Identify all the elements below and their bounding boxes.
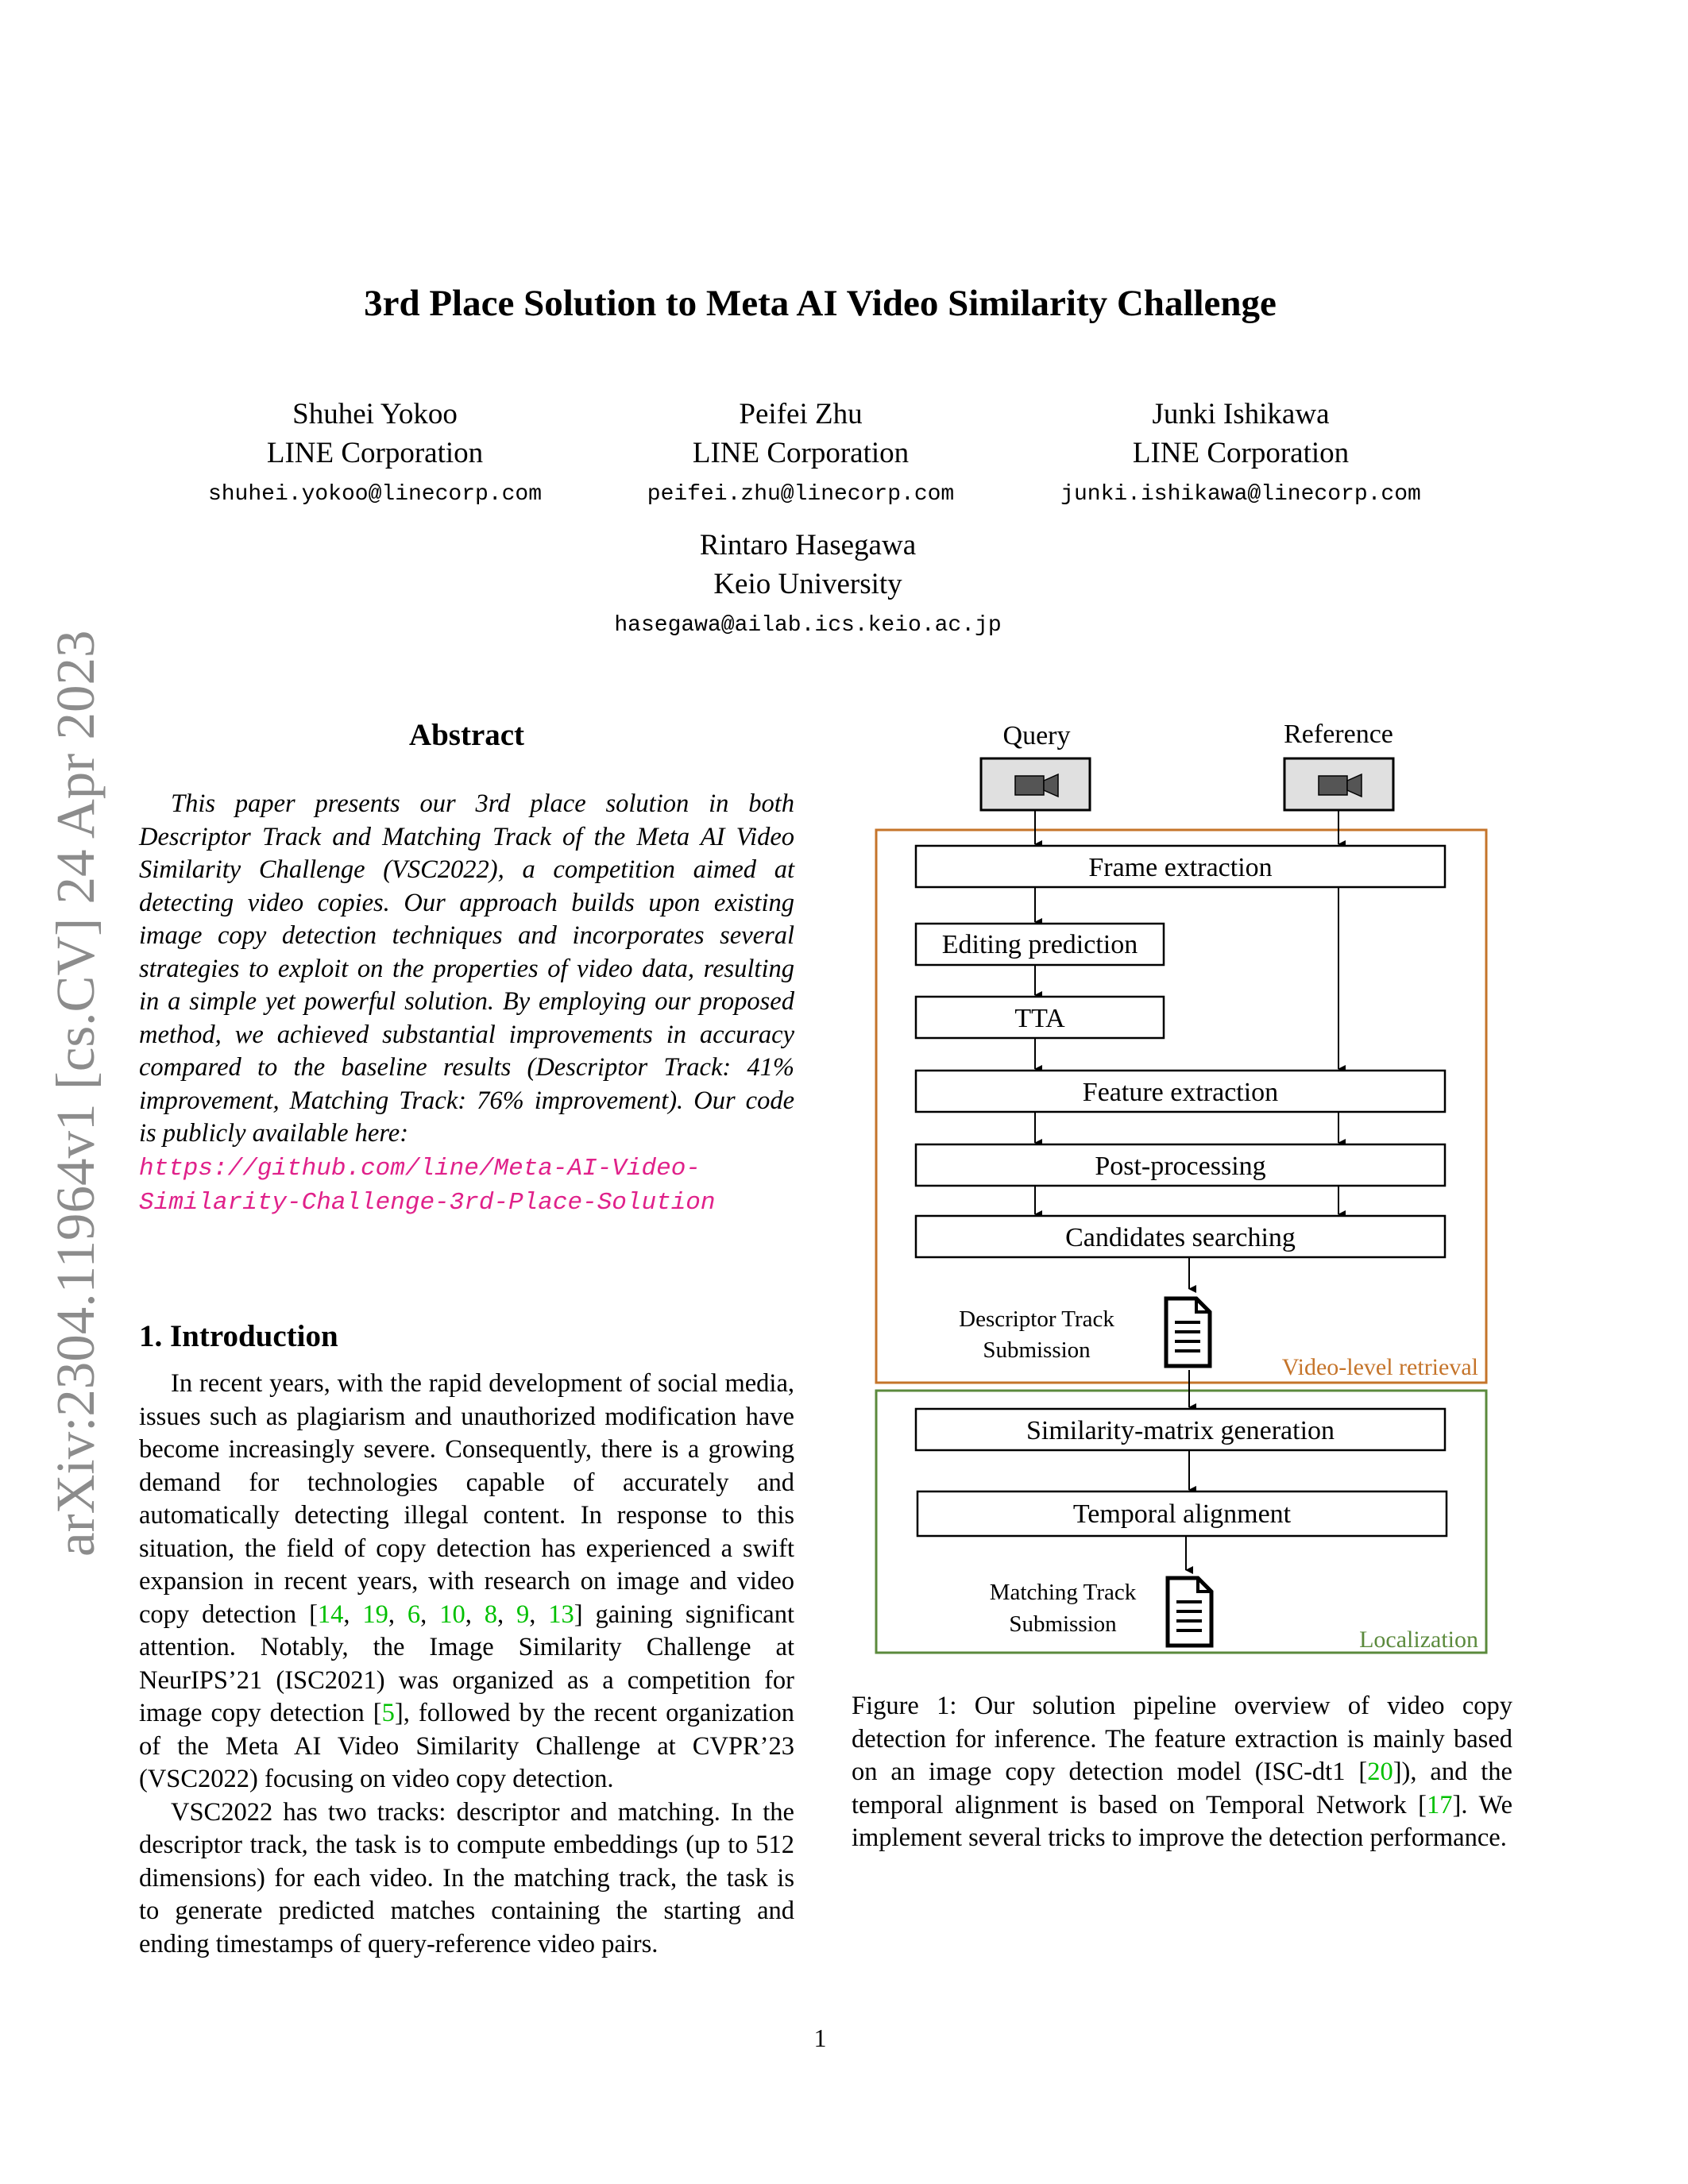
query-video-icon — [981, 758, 1090, 810]
author-email[interactable]: junki.ishikawa@linecorp.com — [1060, 482, 1421, 507]
author-affiliation: LINE Corporation — [1132, 437, 1350, 469]
feature-extraction-text: Feature extraction — [1082, 1078, 1279, 1107]
citation[interactable]: 13 — [548, 1599, 574, 1629]
abstract-heading: Abstract — [408, 718, 525, 752]
author-block — [1082, 395, 1400, 473]
author-email[interactable]: peifei.zhu@linecorp.com — [647, 482, 955, 507]
citation[interactable]: 14 — [317, 1599, 344, 1629]
paper-title: 3rd Place Solution to Meta AI Video Similarity Challenge — [364, 283, 1277, 324]
video-level-retrieval-label: Video-level retrieval — [1281, 1354, 1478, 1380]
pipeline-figure — [862, 711, 1497, 1656]
citation[interactable]: 20 — [1367, 1758, 1393, 1786]
intro-paragraph-2: VSC2022 has two tracks: descriptor and matching. In the descriptor track, the task is to compute embeddings (up to 512 dimensions) for each video. In the matching track, the task is to generate predicted matches containing the starting and ending timestamps of query-reference video pairs. — [139, 1797, 794, 1958]
candidates-searching-text: Candidates searching — [1065, 1223, 1296, 1252]
author-affiliation: LINE Corporation — [266, 437, 484, 469]
code-link-cont[interactable]: Similarity-Challenge-3rd-Place-Solution — [139, 1189, 716, 1217]
author-name: Peifei Zhu — [739, 398, 863, 430]
author-block — [642, 395, 960, 473]
matching-submission-line1: Matching Track — [989, 1580, 1137, 1605]
similarity-matrix-text: Similarity-matrix generation — [1026, 1416, 1335, 1445]
temporal-alignment-text: Temporal alignment — [1072, 1499, 1292, 1529]
page-number: 1 — [813, 2024, 827, 2052]
author-affiliation: Keio University — [713, 568, 902, 600]
matching-submission-line2: Submission — [1009, 1611, 1117, 1637]
descriptor-document-icon — [1166, 1298, 1210, 1366]
post-processing-text: Post-processing — [1095, 1152, 1266, 1181]
citation[interactable]: 6 — [407, 1599, 421, 1629]
citation[interactable]: 19 — [362, 1599, 388, 1629]
citation[interactable]: 9 — [516, 1599, 530, 1629]
localization-label: Localization — [1359, 1626, 1478, 1653]
author-email[interactable]: shuhei.yokoo@linecorp.com — [207, 482, 543, 507]
author-block — [216, 395, 534, 473]
reference-label: Reference — [1284, 720, 1393, 749]
citation[interactable]: 5 — [381, 1699, 395, 1727]
citation[interactable]: 17 — [1427, 1790, 1453, 1819]
intro-heading: 1. Introduction — [139, 1319, 338, 1353]
abstract-text: This paper presents our 3rd place solution in both Descriptor Track and Matching Track of the Meta AI Video Similarity Challenge (VSC2022), a competition aimed at detecting video copies. Our approach builds upon existing image copy detection techniques and incorporates several strategies to exploit on the properties of video data, resulting in a simple yet powerful solution. By employing our proposed method, we achieved substantial improvements in accuracy compared to the baseline results (Descriptor Track: 41% improvement, Matching Track: 76% improvement). Our code is publicly available here: — [139, 789, 794, 1148]
descriptor-submission-line1: Descriptor Track — [959, 1306, 1114, 1332]
query-label: Query — [1002, 721, 1071, 751]
citation[interactable]: 8 — [484, 1599, 497, 1629]
intro-paragraph-1: In recent years, with the rapid development of social media, issues such as plagiarism and unauthorized modification have become increasingly severe. Consequently, there is a growing demand for technologies capable of accurately and automatically detecting illegal content. In response to this situation, the field of copy detection has experienced a swift expansion in recent years, with research on image and video copy detection [14, 19, 6, 10, 8, 9, 13] gaining significant attention. Notably, the Image Similarity Challenge at NeurIPS’21 (ISC2021) was organized as a competition for image copy detection [5], followed by the recent organization of the Meta AI Video Similarity Challenge at CVPR’23 (VSC2022) focusing on video copy detection. — [139, 1369, 795, 1793]
abstract-body — [139, 788, 794, 1220]
intro-body — [139, 1368, 794, 1961]
author-block — [649, 526, 967, 604]
reference-video-icon — [1284, 758, 1393, 810]
descriptor-submission-line2: Submission — [983, 1337, 1091, 1363]
author-name: Junki Ishikawa — [1152, 398, 1330, 430]
matching-document-icon — [1168, 1578, 1211, 1646]
author-name: Rintaro Hasegawa — [699, 529, 917, 561]
author-affiliation: LINE Corporation — [692, 437, 910, 469]
code-link[interactable]: https://github.com/line/Meta-AI-Video- — [139, 1154, 701, 1183]
frame-extraction-text: Frame extraction — [1088, 853, 1273, 882]
figure-caption: Figure 1: Our solution pipeline overview of video copy detection for inference. The feature extraction is mainly based on an image copy detection model (ISC-dt1 [20]), and the temporal alignment is based on Temporal Network [17]. We implement several tricks to improve the detection performance. — [852, 1692, 1512, 1852]
editing-prediction-text: Editing prediction — [941, 930, 1138, 959]
arxiv-sidebar: arXiv:2304.11964v1 [cs.CV] 24 Apr 2023 — [45, 630, 106, 1557]
author-email[interactable]: hasegawa@ailab.ics.keio.ac.jp — [614, 613, 1002, 638]
tta-text: TTA — [1014, 1004, 1065, 1033]
citation[interactable]: 10 — [439, 1599, 465, 1629]
author-name: Shuhei Yokoo — [292, 398, 458, 430]
